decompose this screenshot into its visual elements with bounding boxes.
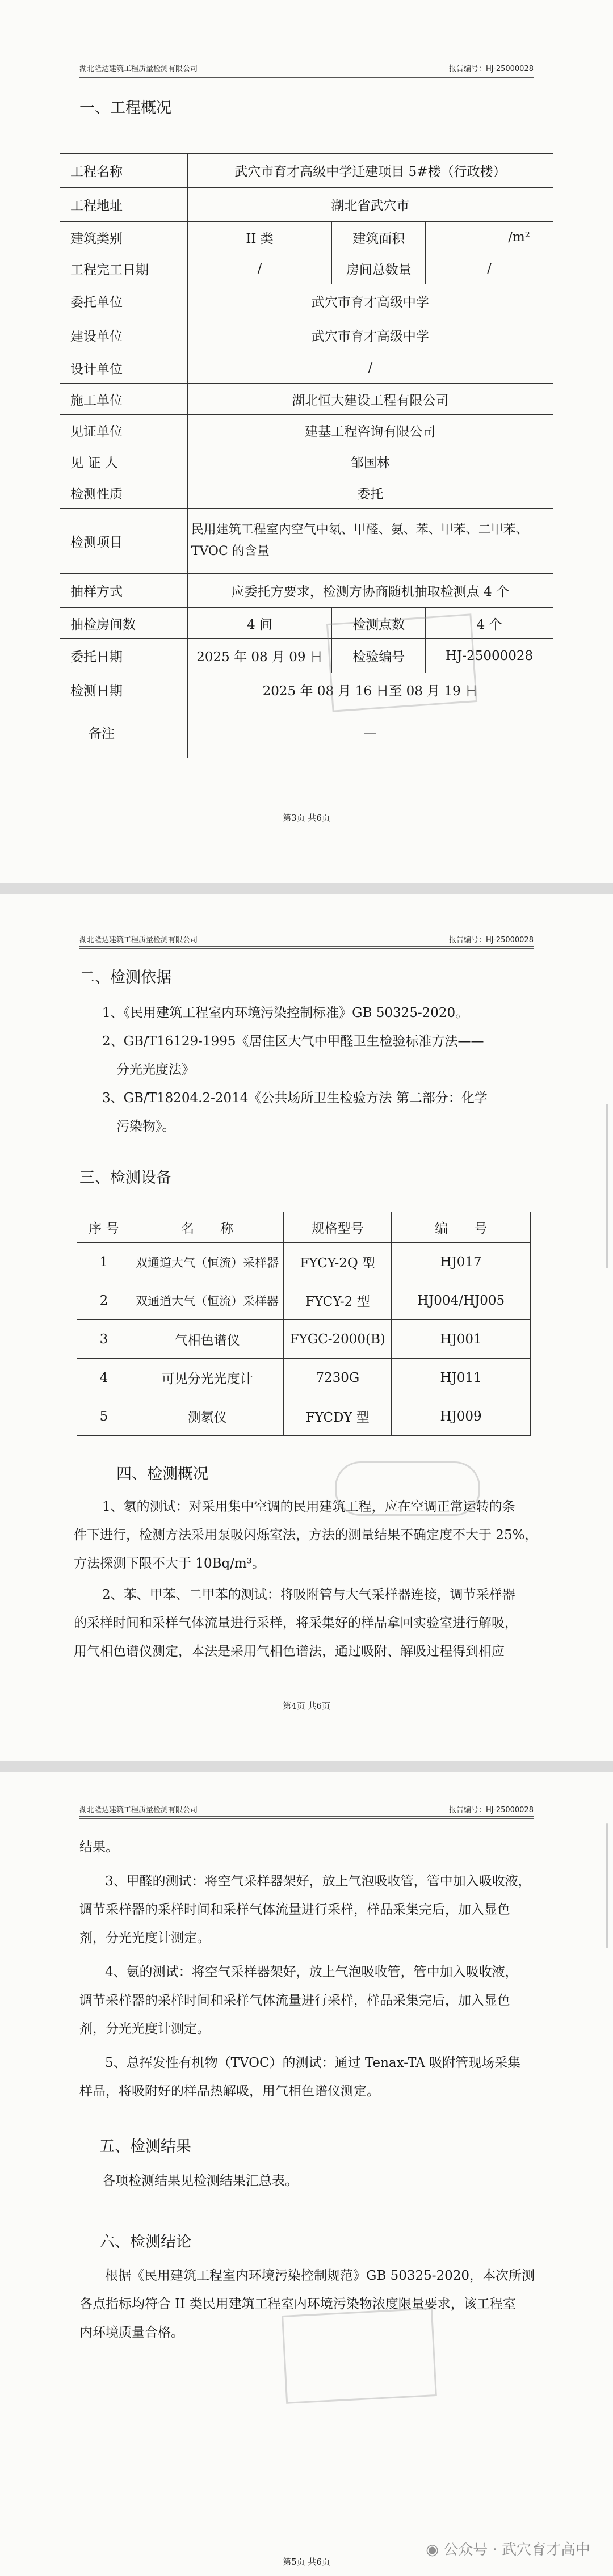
header-rule <box>79 946 534 947</box>
seal-stamp <box>326 613 477 712</box>
equipment-table <box>77 1212 531 1436</box>
row-label: 检测性质 <box>60 477 188 509</box>
company-name: 湖北隆达建筑工程质量检测有限公司 <box>79 936 198 944</box>
column-header: 名 称 <box>131 1212 284 1243</box>
method-line: 调节采样器的采样时间和采样气体流量进行采样，样品采集完后，加入显色 <box>79 1993 510 2008</box>
seal-stamp <box>335 1461 480 1516</box>
table-cell: 2 <box>77 1281 131 1320</box>
table-row <box>77 1243 531 1281</box>
row-label: 委托日期 <box>60 639 188 673</box>
row-value: 应委托方要求，检测方协商随机抽取检测点 4 个 <box>187 574 553 608</box>
table-row <box>60 608 553 639</box>
row-value: — <box>187 707 553 758</box>
row-label: 建设单位 <box>60 318 188 352</box>
watermark-text: 公众号 · 武穴育才高中 <box>443 2541 590 2558</box>
conclusion-line: 各点指标均符合 II 类民用建筑工程室内环境污染物浓度限量要求，该工程室 <box>79 2297 516 2312</box>
table-cell: FYCY-2 型 <box>284 1281 392 1320</box>
row-label: 检测项目 <box>60 509 188 574</box>
overview-line: 用气相色谱仪测定，本法是采用气相色谱法，通过吸附、解吸过程得到相应 <box>74 1644 505 1659</box>
table-cell: 可见分光光度计 <box>131 1359 284 1397</box>
table-cell: 双通道大气（恒流）采样器 <box>131 1243 284 1281</box>
section-title-conclusion: 六、检测结论 <box>99 2233 191 2251</box>
table-cell: HJ017 <box>392 1243 531 1281</box>
row-value: /m² <box>426 222 553 253</box>
row-value: 2025 年 08 月 16 日至 08 月 19 日 <box>187 673 553 707</box>
table-row <box>60 415 553 446</box>
table-row <box>60 574 553 608</box>
row-label: 委托单位 <box>60 284 188 318</box>
row-value: 邹国林 <box>187 446 553 477</box>
row-label: 工程完工日期 <box>60 253 188 284</box>
table-cell: FYCDY 型 <box>284 1397 392 1436</box>
table-cell: 气相色谱仪 <box>131 1320 284 1359</box>
method-line: 5、总挥发性有机物（TVOC）的测试：通过 Tenax-TA 吸附管现场采集 <box>105 2056 521 2070</box>
table-row <box>60 154 553 188</box>
conclusion-line: 根据《民用建筑工程室内环境污染控制规范》GB 50325-2020，本次所测 <box>105 2268 535 2283</box>
method-line: 调节采样器的采样时间和采样气体流量进行采样，样品采集完后，加入显色 <box>79 1902 510 1917</box>
row-value: 委托 <box>187 477 553 509</box>
row-value: 湖北省武穴市 <box>187 188 553 222</box>
method-line: 结果。 <box>79 1840 119 1855</box>
report-number: 报告编号：HJ-25000028 <box>448 1806 534 1814</box>
table-row <box>60 707 553 758</box>
row-value: 武穴市育才高级中学迁建项目 5#楼（行政楼） <box>187 154 553 188</box>
scrollbar[interactable] <box>606 1823 608 1948</box>
section-title-test-overview: 四、检测概况 <box>116 1465 208 1483</box>
table-cell: 5 <box>77 1397 131 1436</box>
row-value: / <box>426 253 553 284</box>
conclusion-line: 内环境质量合格。 <box>79 2325 184 2340</box>
table-cell: FYGC-2000(B) <box>284 1320 392 1359</box>
row-value: II 类 <box>187 222 332 253</box>
row-label: 抽检房间数 <box>60 608 188 639</box>
section-title-equipment: 三、检测设备 <box>79 1169 171 1187</box>
column-header: 序 号 <box>77 1212 131 1243</box>
basis-line: 分光光度法》 <box>116 1062 195 1077</box>
table-cell: 4 <box>77 1359 131 1397</box>
table-cell: HJ001 <box>392 1320 531 1359</box>
method-line: 3、甲醛的测试：将空气采样器架好，放上气泡吸收管，管中加入吸收液， <box>105 1874 531 1889</box>
column-header: 规格型号 <box>284 1212 392 1243</box>
project-overview-table <box>60 153 553 758</box>
header-rule <box>79 77 534 78</box>
table-row <box>60 318 553 352</box>
overview-line: 件下进行，检测方法采用泵吸闪烁室法，方法的测量结果不确定度不大于 25%， <box>74 1528 538 1543</box>
row-label: 施工单位 <box>60 384 188 415</box>
table-row <box>77 1359 531 1397</box>
results-text: 各项检测结果见检测结果汇总表。 <box>102 2174 298 2188</box>
company-name: 湖北隆达建筑工程质量检测有限公司 <box>79 65 198 73</box>
row-label: 建筑面积 <box>332 222 426 253</box>
table-cell: HJ004/HJ005 <box>392 1281 531 1320</box>
method-line: 样品，将吸附好的样品热解吸，用气相色谱仪测定。 <box>79 2084 380 2099</box>
row-value: 武穴市育才高级中学 <box>187 318 553 352</box>
overview-line: 的采样时间和采样气体流量进行采样，将采集好的样品拿回实验室进行解吸， <box>74 1616 518 1631</box>
basis-line: 3、GB/T18204.2-2014《公共场所卫生检验方法 第二部分：化学 <box>102 1091 488 1106</box>
row-value: 湖北恒大建设工程有限公司 <box>187 384 553 415</box>
row-value: 2025 年 08 月 09 日 <box>187 639 332 673</box>
row-label: 检验编号 <box>332 639 426 673</box>
table-cell: 7230G <box>284 1359 392 1397</box>
row-label: 检测点数 <box>332 608 426 639</box>
table-row <box>60 673 553 707</box>
row-value: 武穴市育才高级中学 <box>187 284 553 318</box>
test-items-line: TVOC 的含量 <box>191 544 270 558</box>
basis-line: 污染物》。 <box>116 1119 175 1134</box>
page-footer: 第5页 共6页 <box>283 2557 330 2567</box>
page-footer: 第4页 共6页 <box>283 1701 330 1711</box>
report-page-4 <box>0 894 613 1761</box>
table-cell: 1 <box>77 1243 131 1281</box>
section-title-basis: 二、检测依据 <box>79 969 171 986</box>
row-value: 建基工程咨询有限公司 <box>187 415 553 446</box>
row-label: 见 证 人 <box>60 446 188 477</box>
row-value: 4 个 <box>426 608 553 639</box>
row-label: 抽样方式 <box>60 574 188 608</box>
row-label: 见证单位 <box>60 415 188 446</box>
table-row <box>60 446 553 477</box>
wechat-icon: ◉ <box>426 2541 444 2558</box>
row-label: 工程名称 <box>60 154 188 188</box>
report-page-5 <box>0 1772 613 2576</box>
table-row <box>60 222 553 253</box>
method-line: 剂，分光光度计测定。 <box>79 1931 210 1945</box>
overview-line: 方法探测下限不大于 10Bq/m³。 <box>74 1556 265 1571</box>
basis-line: 1、《民用建筑工程室内环境污染控制标准》GB 50325-2020。 <box>102 1006 469 1020</box>
row-label: 设计单位 <box>60 352 188 384</box>
table-header-row <box>77 1212 531 1243</box>
table-cell: HJ011 <box>392 1359 531 1397</box>
row-value: 4 间 <box>187 608 332 639</box>
test-items-line: 民用建筑工程室内空气中氡、甲醛、氨、苯、甲苯、二甲苯、 <box>191 523 528 537</box>
report-number: 报告编号：HJ-25000028 <box>448 65 534 73</box>
overview-line: 2、苯、甲苯、二甲苯的测试：将吸附管与大气采样器连接，调节采样器 <box>102 1587 515 1602</box>
table-row <box>77 1397 531 1436</box>
company-name: 湖北隆达建筑工程质量检测有限公司 <box>79 1806 198 1814</box>
table-cell: HJ009 <box>392 1397 531 1436</box>
table-cell: FYCY-2Q 型 <box>284 1243 392 1281</box>
report-page-3 <box>0 0 613 883</box>
section-title-results: 五、检测结果 <box>99 2138 191 2155</box>
scrollbar[interactable] <box>606 1104 608 1268</box>
table-row <box>60 639 553 673</box>
basis-line: 2、GB/T16129-1995《居住区大气中甲醛卫生检验标准方法—— <box>102 1034 484 1049</box>
row-value <box>187 509 553 574</box>
header-rule <box>79 1818 534 1819</box>
wechat-watermark <box>426 2538 590 2559</box>
header-rule <box>79 948 534 949</box>
page-footer: 第3页 共6页 <box>283 813 330 823</box>
row-label: 检测日期 <box>60 673 188 707</box>
method-line: 4、氨的测试：将空气采样器架好，放上气泡吸收管，管中加入吸收液， <box>105 1965 518 1980</box>
table-cell: 测氡仪 <box>131 1397 284 1436</box>
row-value: / <box>187 253 332 284</box>
method-line: 剂，分光光度计测定。 <box>79 2022 210 2036</box>
table-row <box>60 188 553 222</box>
row-label: 建筑类别 <box>60 222 188 253</box>
table-cell: 3 <box>77 1320 131 1359</box>
seal-stamp <box>282 2308 437 2404</box>
table-row <box>60 509 553 574</box>
overview-line: 1、氡的测试：对采用集中空调的民用建筑工程，应在空调正常运转的条 <box>102 1499 515 1514</box>
row-value: / <box>187 352 553 384</box>
row-label: 房间总数量 <box>332 253 426 284</box>
table-row <box>60 253 553 284</box>
table-row <box>77 1320 531 1359</box>
header-rule <box>79 1816 534 1817</box>
table-cell: 双通道大气（恒流）采样器 <box>131 1281 284 1320</box>
table-row <box>77 1281 531 1320</box>
report-number: 报告编号：HJ-25000028 <box>448 936 534 944</box>
table-row <box>60 384 553 415</box>
section-title-overview: 一、工程概况 <box>79 99 171 117</box>
table-row <box>60 284 553 318</box>
row-value: HJ-25000028 <box>426 639 553 673</box>
table-row <box>60 477 553 509</box>
row-label: 备注 <box>60 707 188 758</box>
row-label: 工程地址 <box>60 188 188 222</box>
column-header: 编 号 <box>392 1212 531 1243</box>
table-row <box>60 352 553 384</box>
